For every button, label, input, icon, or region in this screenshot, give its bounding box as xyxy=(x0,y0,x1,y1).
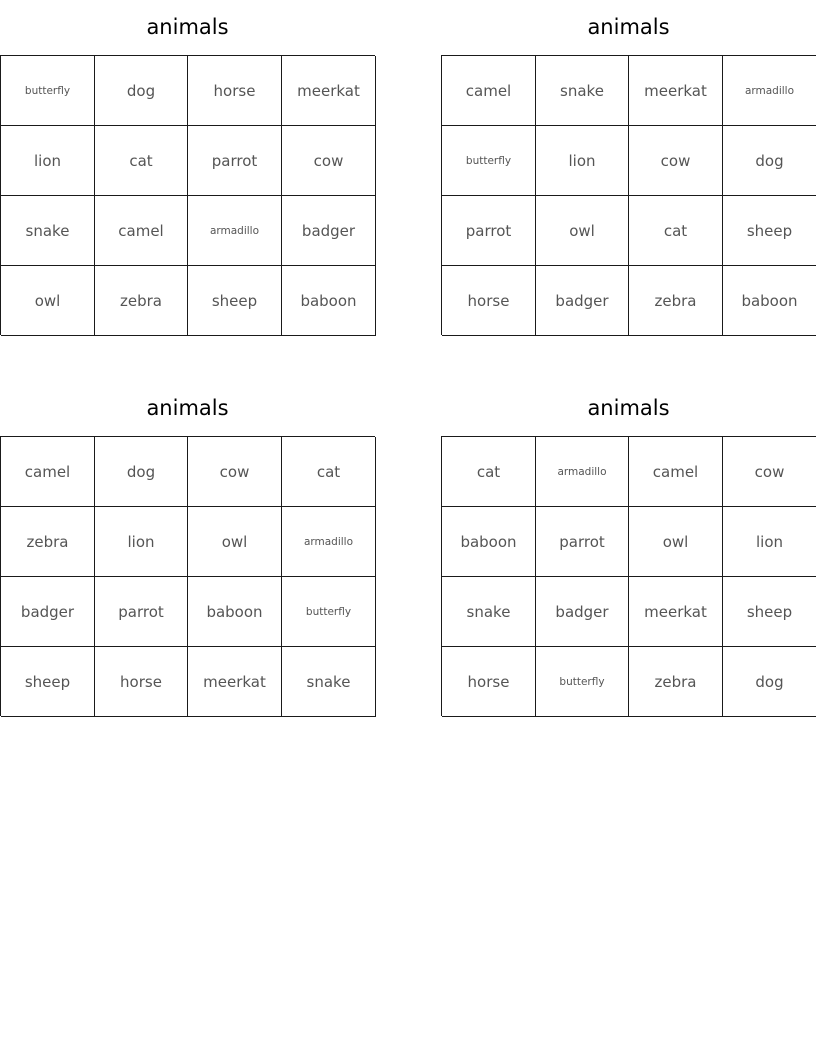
bingo-card-3 xyxy=(0,381,375,717)
bingo-card-1 xyxy=(0,0,375,336)
bingo-cell: parrot xyxy=(95,577,188,647)
bingo-cell: cow xyxy=(282,126,376,196)
bingo-cell: sheep xyxy=(723,577,816,647)
bingo-cell: meerkat xyxy=(188,647,282,717)
bingo-cell: dog xyxy=(723,126,816,196)
bingo-cell: parrot xyxy=(536,507,629,577)
bingo-cell: badger xyxy=(536,266,629,336)
bingo-cell: cow xyxy=(188,437,282,507)
bingo-cell: badger xyxy=(536,577,629,647)
card-title: animals xyxy=(146,15,229,39)
bingo-cell: owl xyxy=(629,507,723,577)
bingo-cell: zebra xyxy=(95,266,188,336)
bingo-grid xyxy=(441,436,816,716)
bingo-cell: butterfly xyxy=(536,647,629,717)
bingo-cell: baboon xyxy=(188,577,282,647)
bingo-cell: dog xyxy=(723,647,816,717)
bingo-cell: horse xyxy=(95,647,188,717)
bingo-cell: parrot xyxy=(442,196,536,266)
bingo-cell: meerkat xyxy=(629,56,723,126)
bingo-cell: cat xyxy=(629,196,723,266)
bingo-grid xyxy=(0,55,375,335)
bingo-cell: baboon xyxy=(442,507,536,577)
bingo-cell: cow xyxy=(723,437,816,507)
bingo-cell: dog xyxy=(95,437,188,507)
bingo-cell: cat xyxy=(442,437,536,507)
bingo-cell: horse xyxy=(188,56,282,126)
bingo-cell: camel xyxy=(95,196,188,266)
bingo-cell: snake xyxy=(536,56,629,126)
bingo-cell: lion xyxy=(536,126,629,196)
bingo-cell: sheep xyxy=(188,266,282,336)
bingo-cell: lion xyxy=(1,126,95,196)
bingo-cell: snake xyxy=(282,647,376,717)
bingo-cell: butterfly xyxy=(442,126,536,196)
bingo-cell: dog xyxy=(95,56,188,126)
bingo-cell: snake xyxy=(442,577,536,647)
bingo-cell: zebra xyxy=(1,507,95,577)
bingo-cell: camel xyxy=(1,437,95,507)
bingo-card-4 xyxy=(441,381,816,717)
bingo-card-2 xyxy=(441,0,816,336)
bingo-cell: armadillo xyxy=(536,437,629,507)
bingo-cell: parrot xyxy=(188,126,282,196)
card-title: animals xyxy=(146,396,229,420)
bingo-cell: horse xyxy=(442,647,536,717)
bingo-cell: meerkat xyxy=(629,577,723,647)
bingo-cell: butterfly xyxy=(282,577,376,647)
bingo-cell: lion xyxy=(723,507,816,577)
bingo-cell: camel xyxy=(629,437,723,507)
bingo-grid xyxy=(0,436,375,716)
bingo-cell: cow xyxy=(629,126,723,196)
bingo-cell: sheep xyxy=(723,196,816,266)
bingo-grid xyxy=(441,55,816,335)
bingo-cell: cat xyxy=(282,437,376,507)
bingo-cell: zebra xyxy=(629,647,723,717)
bingo-cell: owl xyxy=(536,196,629,266)
bingo-cell: owl xyxy=(188,507,282,577)
bingo-cell: lion xyxy=(95,507,188,577)
bingo-cell: armadillo xyxy=(282,507,376,577)
bingo-cell: armadillo xyxy=(723,56,816,126)
bingo-cell: meerkat xyxy=(282,56,376,126)
bingo-cell: baboon xyxy=(723,266,816,336)
bingo-cell: camel xyxy=(442,56,536,126)
bingo-cell: owl xyxy=(1,266,95,336)
bingo-cell: badger xyxy=(1,577,95,647)
bingo-cell: zebra xyxy=(629,266,723,336)
bingo-cell: badger xyxy=(282,196,376,266)
bingo-cell: horse xyxy=(442,266,536,336)
bingo-cell: sheep xyxy=(1,647,95,717)
bingo-cell: cat xyxy=(95,126,188,196)
bingo-cell: armadillo xyxy=(188,196,282,266)
bingo-cell: baboon xyxy=(282,266,376,336)
card-title: animals xyxy=(587,15,670,39)
card-title: animals xyxy=(587,396,670,420)
bingo-cell: butterfly xyxy=(1,56,95,126)
bingo-cell: snake xyxy=(1,196,95,266)
